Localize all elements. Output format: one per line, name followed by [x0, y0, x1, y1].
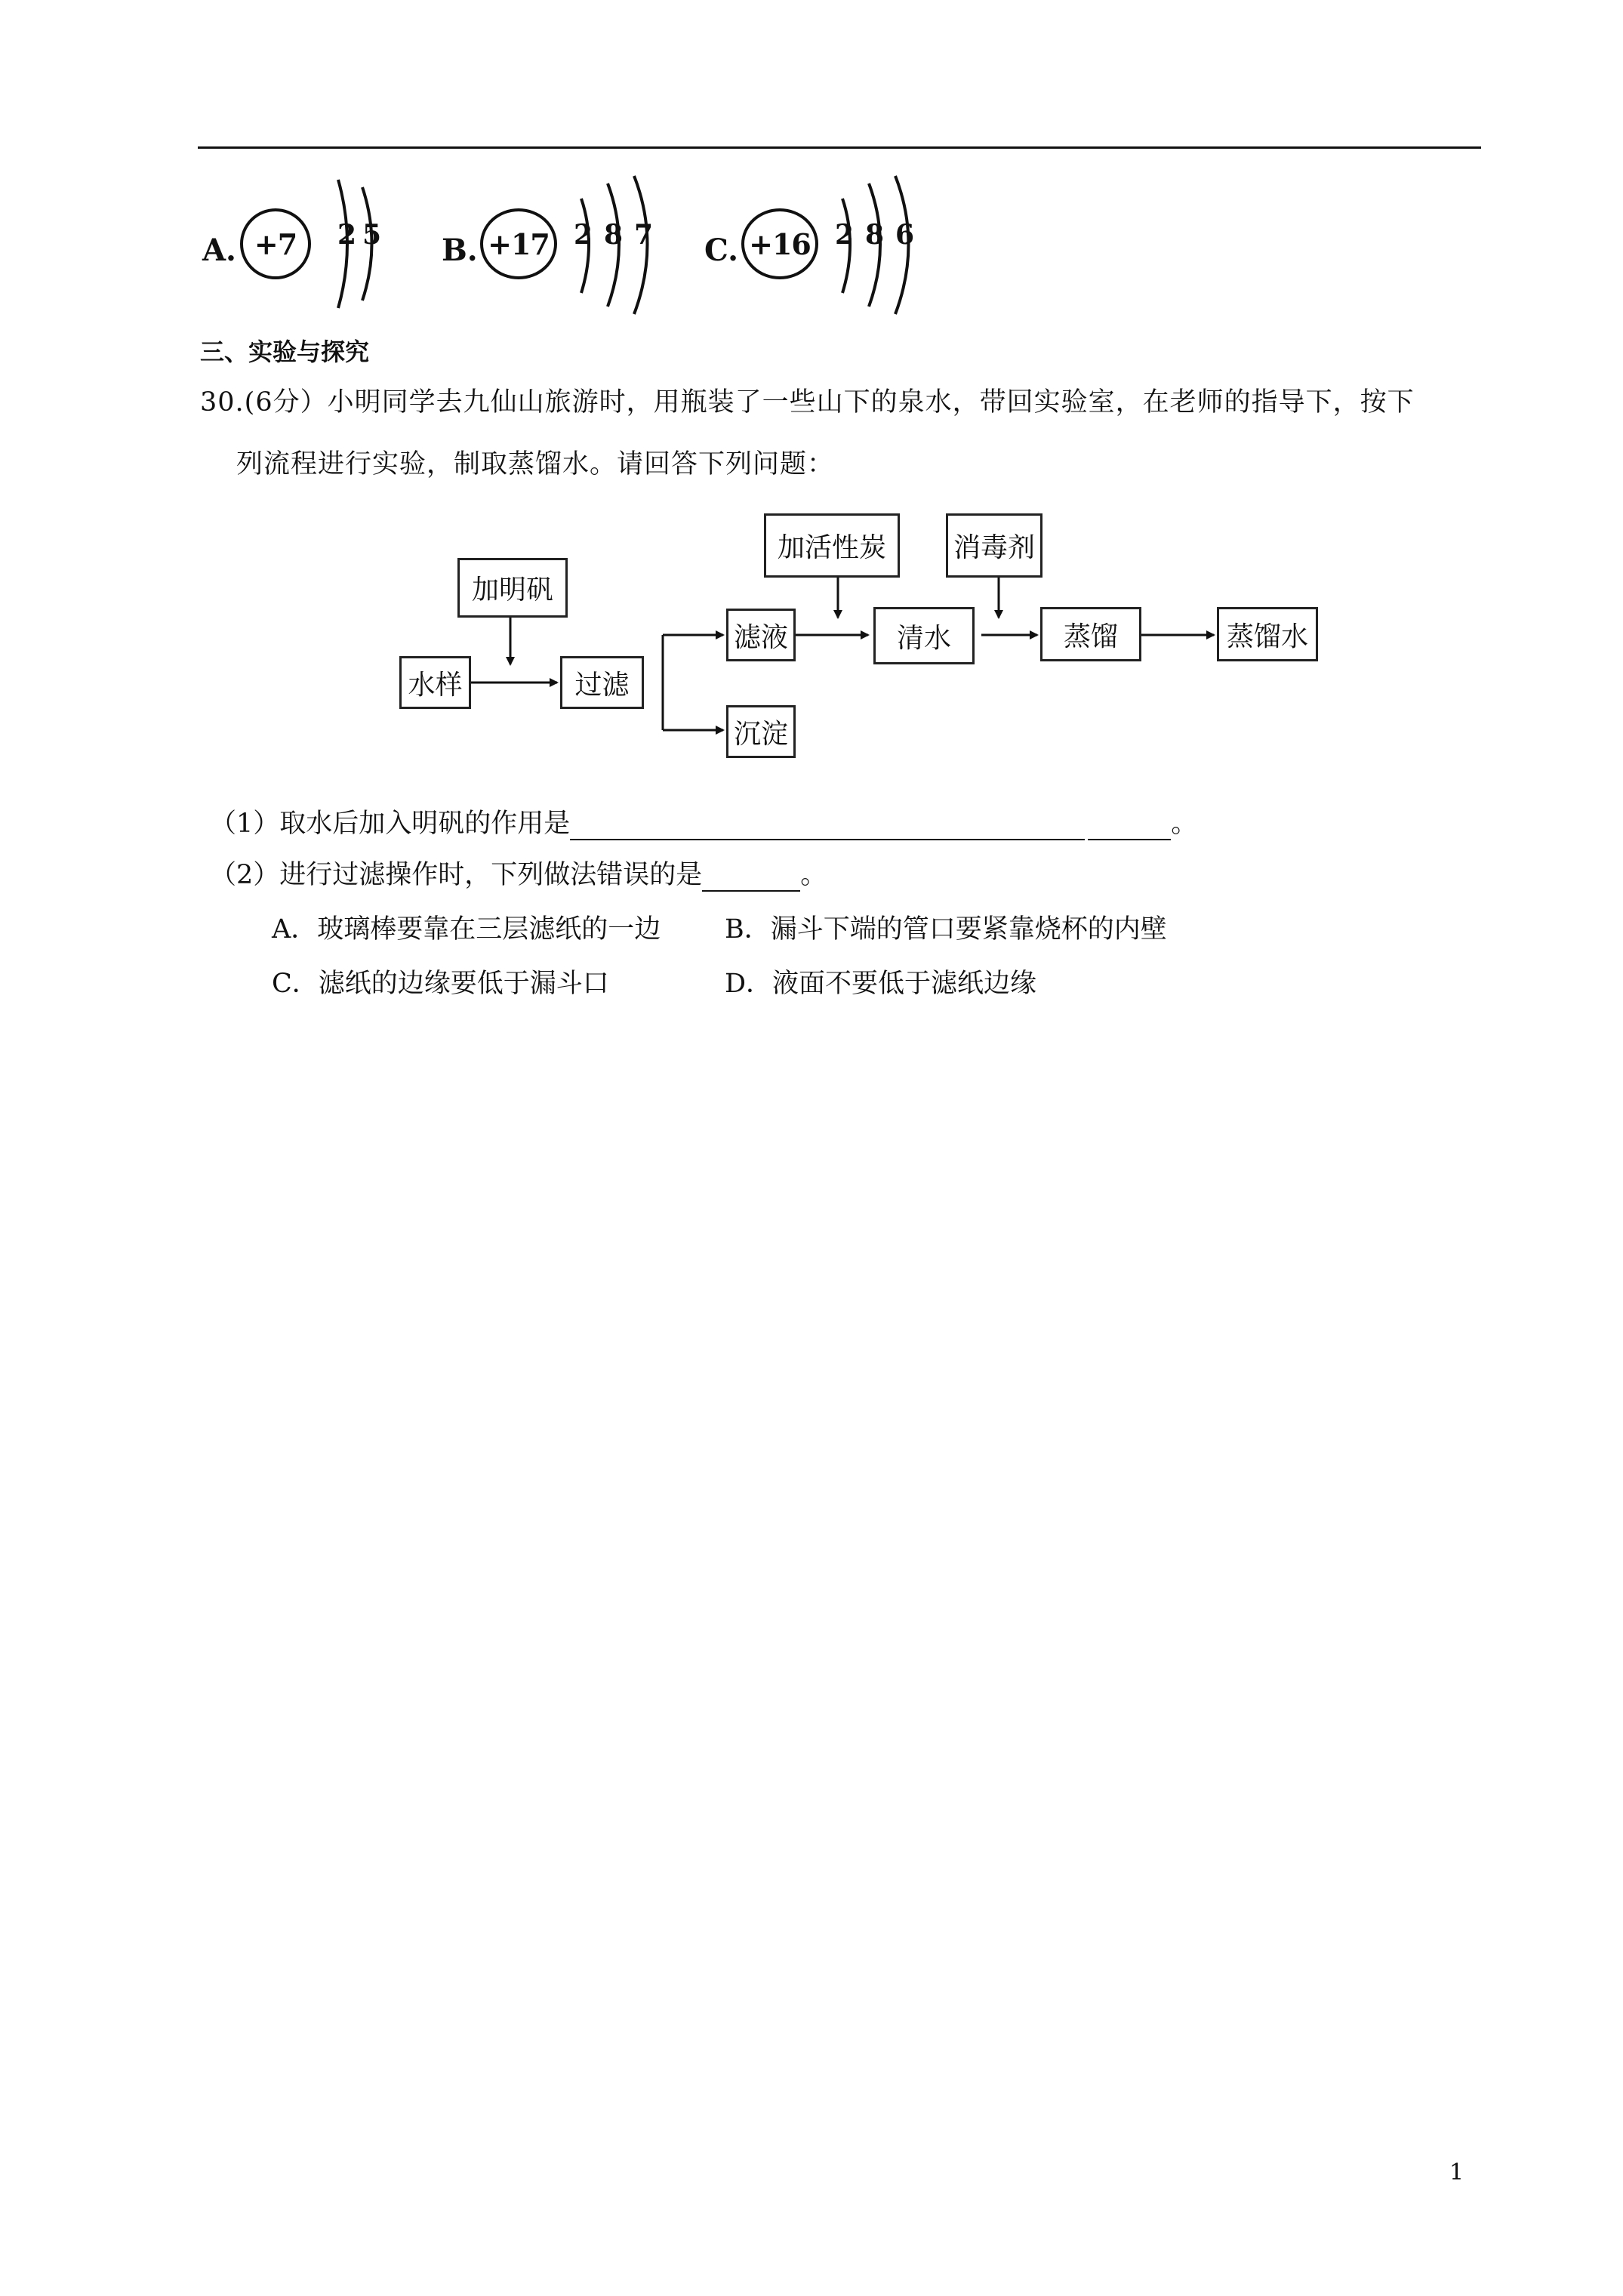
atom-b-shell-1: 2: [574, 219, 593, 251]
box-precipitate: 沉淀: [726, 705, 796, 758]
answer-blank-1[interactable]: [570, 813, 1085, 840]
option-a: A．玻璃棒要靠在三层滤纸的一边: [272, 914, 661, 945]
box-clear-water: 清水: [873, 607, 975, 664]
question-30-line-1: 30.(6分）小明同学去九仙山旅游时，用瓶装了一些山下的泉水，带回实验室，在老师的指导下，按下: [200, 387, 1415, 418]
option-b: B．漏斗下端的管口要紧靠烧杯的内壁: [725, 914, 1167, 945]
atom-b-nucleus: +17: [480, 208, 557, 279]
subquestion-1-text: （1）取水后加入明矾的作用是: [210, 809, 571, 839]
question-30-line-2: 列流程进行实验，制取蒸馏水。请回答下列问题：: [236, 449, 835, 479]
subquestion-1: [210, 803, 1197, 840]
box-filter: 过滤: [560, 656, 644, 709]
subquestion-2-end: 。: [800, 860, 827, 890]
atom-a-label: A.: [202, 233, 236, 268]
box-filtrate: 滤液: [726, 609, 796, 661]
answer-blank-1-extension[interactable]: [1088, 813, 1171, 840]
atom-b-shell-3: 7: [634, 219, 654, 251]
answer-blank-2[interactable]: [702, 864, 800, 892]
atom-c-shell-1: 2: [835, 219, 855, 251]
atom-c-nucleus: +16: [741, 208, 818, 279]
subquestion-2: [210, 854, 827, 892]
atom-b-label: B.: [442, 233, 478, 268]
box-water-sample: 水样: [399, 656, 471, 709]
box-distill: 蒸馏: [1040, 607, 1141, 661]
atom-a-shell-1: 2: [337, 219, 357, 251]
subquestion-1-end: 。: [1171, 809, 1198, 839]
atom-b-shell-2: 8: [604, 219, 624, 251]
atom-a-nucleus: +7: [240, 208, 311, 279]
atom-c-shell-2: 8: [865, 219, 885, 251]
box-disinfectant: 消毒剂: [946, 513, 1042, 578]
atom-c-shell-3: 6: [895, 219, 915, 251]
box-activated-carbon: 加活性炭: [764, 513, 900, 578]
section-heading: 三、实验与探究: [200, 337, 370, 366]
flowchart-connectors: [0, 0, 1623, 831]
page-number: 1: [1449, 2159, 1464, 2186]
option-c: C．滤纸的边缘要低于漏斗口: [272, 969, 609, 999]
option-d: D．液面不要低于滤纸边缘: [725, 969, 1037, 999]
atom-a-shell-2: 5: [362, 219, 382, 251]
box-alum: 加明矾: [457, 558, 568, 618]
atom-c-label: C.: [704, 233, 739, 268]
box-distilled-water: 蒸馏水: [1217, 607, 1318, 661]
subquestion-2-text: （2）进行过滤操作时，下列做法错误的是: [210, 860, 703, 890]
